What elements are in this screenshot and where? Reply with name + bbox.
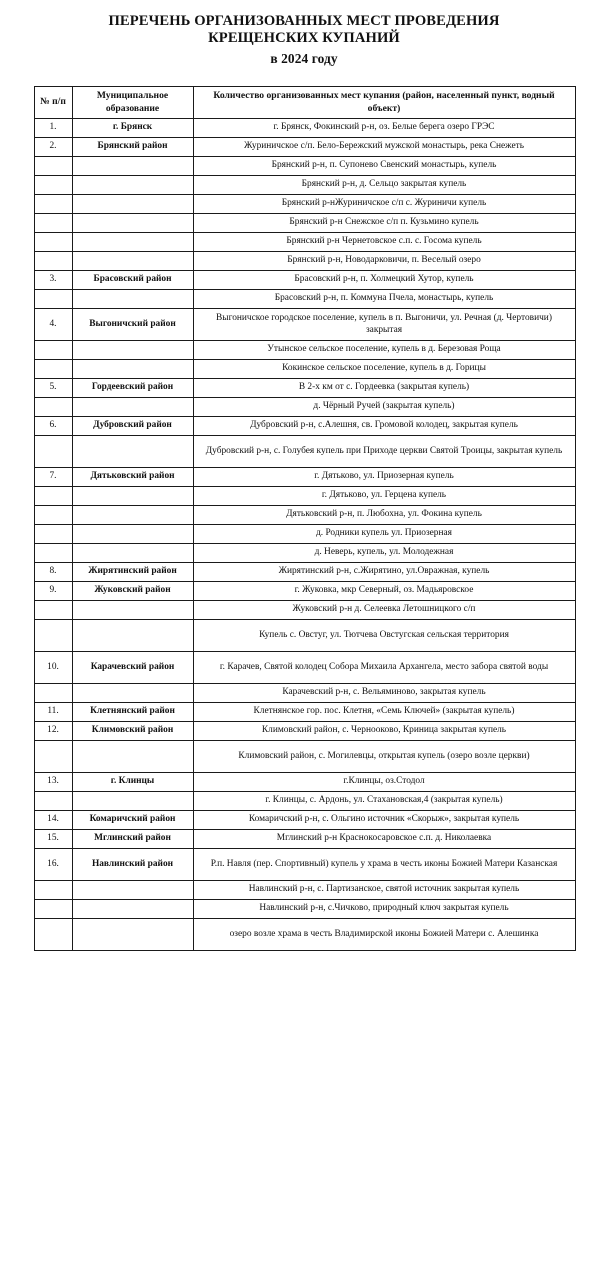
municipality-cell (72, 157, 193, 176)
table-row (34, 900, 575, 919)
municipality-cell: Гордеевский район (72, 379, 193, 398)
place-description-cell: д. Родники купель ул. Приозерная (193, 525, 575, 544)
place-description-cell: Р.п. Навля (пер. Спортивный) купель у храма в честь иконы Божией Матери Казанская (193, 849, 575, 881)
table-row (34, 652, 575, 684)
municipality-cell: Карачевский район (72, 652, 193, 684)
place-description-cell: Брянский р-н Снежское с/п п. Кузьмино купель (193, 214, 575, 233)
table-row (34, 919, 575, 951)
municipality-cell: Выгоничский район (72, 309, 193, 341)
row-number-cell (34, 601, 72, 620)
place-description-cell: Дятьковский р-н, п. Любохна, ул. Фокина купель (193, 506, 575, 525)
place-description-cell: г. Дятьково, ул. Герцена купель (193, 487, 575, 506)
row-number-cell: 5. (34, 379, 72, 398)
table-row (34, 881, 575, 900)
municipality-cell (72, 881, 193, 900)
table-header (34, 87, 575, 119)
table-row (34, 849, 575, 881)
place-description-cell: Карачевский р-н, с. Вельяминово, закрытая купель (193, 684, 575, 703)
municipality-cell (72, 195, 193, 214)
place-description-cell: д. Чёрный Ручей (закрытая купель) (193, 398, 575, 417)
table-row (34, 417, 575, 436)
municipality-cell: Брасовский район (72, 271, 193, 290)
table-row (34, 563, 575, 582)
municipality-cell (72, 233, 193, 252)
bathing-places-table-wrapper (34, 86, 575, 951)
table-row (34, 138, 575, 157)
row-number-cell: 13. (34, 773, 72, 792)
table-row (34, 195, 575, 214)
bathing-places-table (34, 86, 576, 951)
municipality-cell (72, 601, 193, 620)
row-number-cell (34, 792, 72, 811)
row-number-cell: 9. (34, 582, 72, 601)
row-number-cell: 3. (34, 271, 72, 290)
table-row (34, 741, 575, 773)
row-number-cell (34, 620, 72, 652)
place-description-cell: Жирятинский р-н, с.Жирятино, ул.Овражная, купель (193, 563, 575, 582)
municipality-cell: Брянский район (72, 138, 193, 157)
title-line-3: в 2024 году (270, 51, 338, 67)
place-description-cell: Брасовский р-н, п. Коммуна Пчела, монастырь, купель (193, 290, 575, 309)
row-number-cell (34, 684, 72, 703)
table-row (34, 436, 575, 468)
place-description-cell: Выгоничское городское поселение, купель в п. Выгоничи, ул. Речная (д. Чертовичи) закрытая (193, 309, 575, 341)
municipality-cell: г. Клинцы (72, 773, 193, 792)
municipality-cell (72, 900, 193, 919)
row-number-cell (34, 398, 72, 417)
table-row (34, 830, 575, 849)
row-number-cell (34, 214, 72, 233)
place-description-cell: Брянский р-н, д. Сельцо закрытая купель (193, 176, 575, 195)
municipality-cell (72, 290, 193, 309)
place-description-cell: Брасовский р-н, п. Холмецкий Хутор, купель (193, 271, 575, 290)
row-number-cell: 7. (34, 468, 72, 487)
row-number-cell: 11. (34, 703, 72, 722)
row-number-cell (34, 233, 72, 252)
municipality-cell: Дятьковский район (72, 468, 193, 487)
municipality-cell (72, 341, 193, 360)
table-row (34, 525, 575, 544)
table-row (34, 252, 575, 271)
place-description-cell: Журиничское с/п. Бело-Бережский мужской монастырь, река Снежеть (193, 138, 575, 157)
table-row (34, 176, 575, 195)
table-row (34, 582, 575, 601)
row-number-cell: 1. (34, 119, 72, 138)
table-row (34, 157, 575, 176)
row-number-cell (34, 544, 72, 563)
row-number-cell: 16. (34, 849, 72, 881)
row-number-cell (34, 290, 72, 309)
row-number-cell: 10. (34, 652, 72, 684)
municipality-cell (72, 741, 193, 773)
row-number-cell: 8. (34, 563, 72, 582)
row-number-cell (34, 436, 72, 468)
table-row (34, 271, 575, 290)
table-row (34, 792, 575, 811)
place-description-cell: Кокинское сельское поселение, купель в д. Горицы (193, 360, 575, 379)
table-row (34, 290, 575, 309)
municipality-cell (72, 792, 193, 811)
place-description-cell: г. Карачев, Святой колодец Собора Михаила Архангела, место забора святой воды (193, 652, 575, 684)
table-header-row (34, 87, 575, 119)
row-number-cell (34, 341, 72, 360)
row-number-cell: 15. (34, 830, 72, 849)
table-row (34, 544, 575, 563)
municipality-cell (72, 252, 193, 271)
municipality-cell (72, 620, 193, 652)
place-description-cell: д. Неверь, купель, ул. Молодежная (193, 544, 575, 563)
municipality-cell (72, 360, 193, 379)
place-description-cell: Брянский р-нЖуриничское с/п с. Журиничи купель (193, 195, 575, 214)
table-row (34, 309, 575, 341)
row-number-cell (34, 881, 72, 900)
place-description-cell: Брянский р-н, п. Супонево Свенский монастырь, купель (193, 157, 575, 176)
row-number-cell (34, 900, 72, 919)
place-description-cell: г. Клинцы, с. Ардонь, ул. Стахановская,4 (закрытая купель) (193, 792, 575, 811)
municipality-cell: Клетнянский район (72, 703, 193, 722)
row-number-cell (34, 176, 72, 195)
table-row (34, 601, 575, 620)
table-row (34, 360, 575, 379)
column-header-places: Количество организованных мест купания (район, населенный пункт, водный объект) (193, 87, 575, 119)
row-number-cell (34, 195, 72, 214)
place-description-cell: г. Дятьково, ул. Приозерная купель (193, 468, 575, 487)
place-description-cell: Брянский р-н Чернетовское с.п. с. Госома купель (193, 233, 575, 252)
place-description-cell: Климовский район, с. Чернооково, Криница закрытая купель (193, 722, 575, 741)
table-row (34, 684, 575, 703)
place-description-cell: Комаричский р-н, с. Ольгино источник «Скорыж», закрытая купель (193, 811, 575, 830)
row-number-cell (34, 360, 72, 379)
table-row (34, 506, 575, 525)
place-description-cell: Навлинский р-н, с. Партизанское, святой источник закрытая купель (193, 881, 575, 900)
municipality-cell (72, 544, 193, 563)
table-row (34, 722, 575, 741)
row-number-cell (34, 525, 72, 544)
table-row (34, 341, 575, 360)
table-row (34, 487, 575, 506)
municipality-cell: г. Брянск (72, 119, 193, 138)
place-description-cell: Навлинский р-н, с.Чичково, природный ключ закрытая купель (193, 900, 575, 919)
municipality-cell: Мглинский район (72, 830, 193, 849)
table-row (34, 703, 575, 722)
place-description-cell: Утынское сельское поселение, купель в д. Березовая Роща (193, 341, 575, 360)
title-line-1: ПЕРЕЧЕНЬ ОРГАНИЗОВАННЫХ МЕСТ ПРОВЕДЕНИЯ (108, 13, 500, 29)
table-body (34, 119, 575, 951)
table-row (34, 811, 575, 830)
title-line-2: КРЕЩЕНСКИХ КУПАНИЙ (208, 30, 400, 47)
place-description-cell: Брянский р-н, Новодарковичи, п. Веселый озеро (193, 252, 575, 271)
municipality-cell (72, 919, 193, 951)
column-header-number: № п/п (34, 87, 72, 119)
place-description-cell: Купель с. Овстуг, ул. Тютчева Овстугская сельская территория (193, 620, 575, 652)
municipality-cell: Жирятинский район (72, 563, 193, 582)
municipality-cell (72, 398, 193, 417)
municipality-cell: Жуковский район (72, 582, 193, 601)
municipality-cell (72, 525, 193, 544)
place-description-cell: Дубровский р-н, с. Голубея купель при Приходе церкви Святой Троицы, закрытая купель (193, 436, 575, 468)
row-number-cell (34, 506, 72, 525)
column-header-municipality: Муниципальное образование (72, 87, 193, 119)
municipality-cell (72, 176, 193, 195)
row-number-cell (34, 252, 72, 271)
place-description-cell: Дубровский р-н, с.Алешня, св. Громовой колодец, закрытая купель (193, 417, 575, 436)
table-row (34, 773, 575, 792)
place-description-cell: г. Жуковка, мкр Северный, оз. Мадьяровское (193, 582, 575, 601)
place-description-cell: В 2-х км от с. Гордеевка (закрытая купель) (193, 379, 575, 398)
place-description-cell: Жуковский р-н д. Селеевка Летошницкого с/п (193, 601, 575, 620)
place-description-cell: озеро возле храма в честь Владимирской иконы Божией Матери с. Алешинка (193, 919, 575, 951)
row-number-cell: 6. (34, 417, 72, 436)
place-description-cell: Мглинский р-н Краснокосаровское с.п. д. Николаевка (193, 830, 575, 849)
table-row (34, 620, 575, 652)
municipality-cell (72, 214, 193, 233)
row-number-cell: 14. (34, 811, 72, 830)
page-title (0, 0, 608, 67)
row-number-cell (34, 487, 72, 506)
table-row (34, 379, 575, 398)
municipality-cell (72, 436, 193, 468)
place-description-cell: Климовский район, с. Могилевцы, открытая купель (озеро возле церкви) (193, 741, 575, 773)
municipality-cell: Климовский район (72, 722, 193, 741)
place-description-cell: Клетнянское гор. пос. Клетня, «Семь Ключей» (закрытая купель) (193, 703, 575, 722)
table-row (34, 468, 575, 487)
table-row (34, 233, 575, 252)
municipality-cell: Дубровский район (72, 417, 193, 436)
municipality-cell: Навлинский район (72, 849, 193, 881)
row-number-cell (34, 741, 72, 773)
place-description-cell: г.Клинцы, оз.Стодол (193, 773, 575, 792)
row-number-cell (34, 919, 72, 951)
municipality-cell: Комаричский район (72, 811, 193, 830)
table-row (34, 214, 575, 233)
row-number-cell (34, 157, 72, 176)
place-description-cell: г. Брянск, Фокинский р-н, оз. Белые берега озеро ГРЭС (193, 119, 575, 138)
row-number-cell: 12. (34, 722, 72, 741)
row-number-cell: 4. (34, 309, 72, 341)
table-row (34, 398, 575, 417)
table-row (34, 119, 575, 138)
municipality-cell (72, 487, 193, 506)
row-number-cell: 2. (34, 138, 72, 157)
municipality-cell (72, 506, 193, 525)
municipality-cell (72, 684, 193, 703)
